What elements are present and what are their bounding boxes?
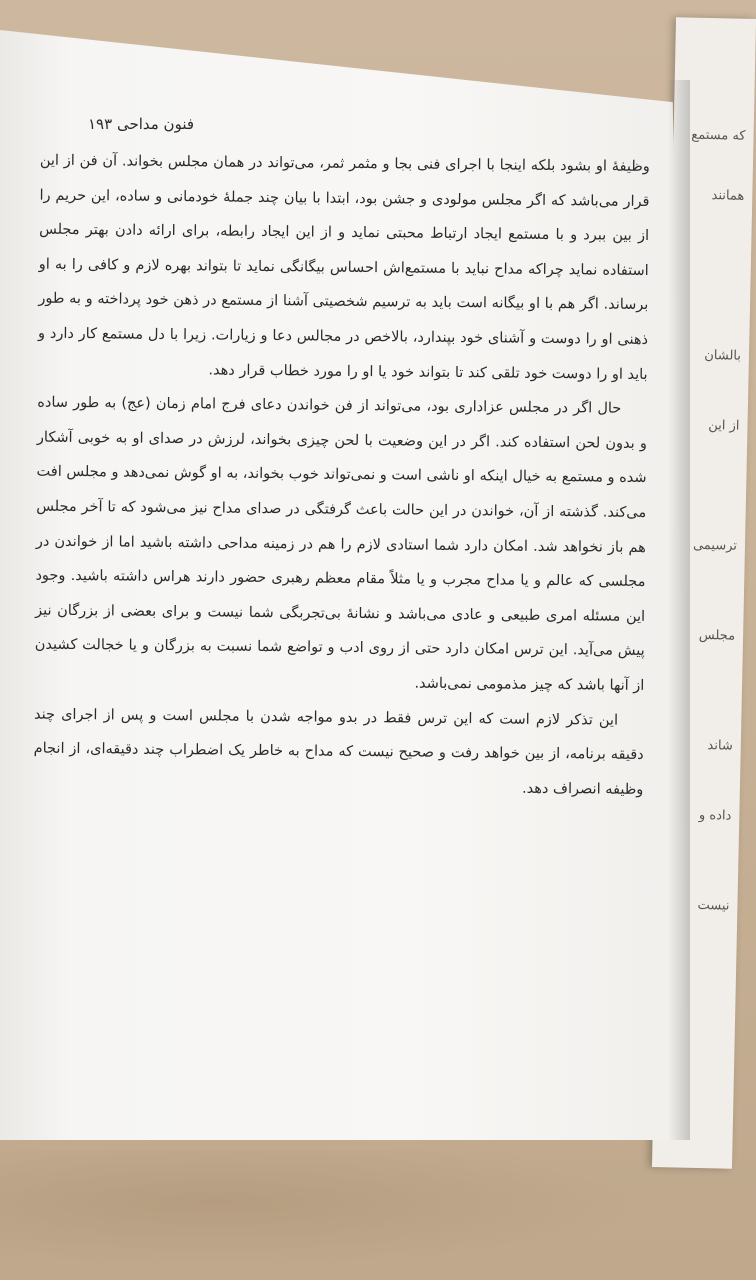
tabletop (0, 1150, 722, 1280)
facing-page-fragment: نیست (697, 897, 730, 914)
paragraph: وظیفهٔ او بشود بلکه اینجا با اجرای فنی بجا و مثمر ثمر، می‌تواند در همان مجلس بخواند. آن فن از این قرار می‌باشد که اگر مجلس مولودی و جشن بود، ابتدا با بیان چند جملهٔ خودمانی و ساده، این حریم را از بین ببرد و با مستمع ایجاد ارتباط محبتی نماید و از این ایجاد رابطه، برای ارائه دادن بهتر مجلس استفاده نماید چراکه مداح نباید با مستمع‌اش احساس بیگانگی نماید تا بتواند بهره لازم و کافی را به او برساند. اگر هم با او بیگانه است باید به ترسیم شخصیتی آشنا از مستمع در ذهن خود پرداخته و به طور ذهنی او را دوست و آشنای خود بپندارد، بالاخص در مجالس دعا و زیارات. زیرا با دل مستمع کار دارد و باید او را دوست خود تلقی کند تا بتواند خود یا او را مورد خطاب قرار دهد. (37, 152, 650, 383)
paragraph: حال اگر در مجلس عزاداری بود، می‌تواند از فن خواندن دعای فرج امام زمان (عج) به طور ساده و بدون لحن استفاده کند. اگر در این وضعیت با لحن چیزی بخواند، لرزش در صدای او به خوبی آشکار شده و مستمع به خیال اینکه او ناشی است و نمی‌تواند خوب بخواند، به او گوش نمی‌دهد و مجلس افت می‌کند. گذشته از آن، خواندن در این حالت باعث گرفتگی در صدای مداح نیز می‌شود که تا آخر مجلس هم باز نخواهد شد. امکان دارد شما استادی لازم را هم در زمینه مداحی داشته باشید اما از خواندن در مجلسی که عالم و یا مداح مجرب و یا مثلاً مقام معظم رهبری حضور دارند هراس داشته باشید. وجود این مسئله امری طبیعی و عادی می‌باشد و نشانهٔ بی‌تجربگی شما نیست و برای بعضی از بزرگان نیز پیش می‌آید. این ترس امکان دارد حتی از روی ادب و تواضع شما نسبت به بزرگان و یا خجالت کشیدن از آنها باشد که چیز مذمومی نمی‌باشد. (34, 394, 648, 694)
facing-page-fragment: که مستمع (691, 127, 746, 144)
running-head: فنون مداحی ۱۹۳ (88, 115, 195, 133)
page-shadow (668, 80, 690, 1140)
facing-page-fragment: بالشان (704, 347, 742, 364)
facing-page-fragment: همانند (711, 188, 745, 204)
facing-page-fragment: داده و (698, 807, 732, 824)
facing-page-fragment: ترسیمی (692, 537, 738, 554)
facing-page-fragment: از این (708, 418, 740, 434)
facing-page-fragment: شاند (707, 738, 733, 754)
facing-page-fragment: مجلس (698, 627, 736, 644)
body-text (33, 144, 650, 808)
paragraph: این تذکر لازم است که این ترس فقط در بدو مواجه شدن با مجلس است و پس از اجرای چند دقیقه برنامه، از بین خواهد رفت و صحیح نیست که مداح به خاطر یک اضطراب چند دقیقه‌ای، از انجام وظیفه انصراف دهد. (33, 706, 644, 798)
